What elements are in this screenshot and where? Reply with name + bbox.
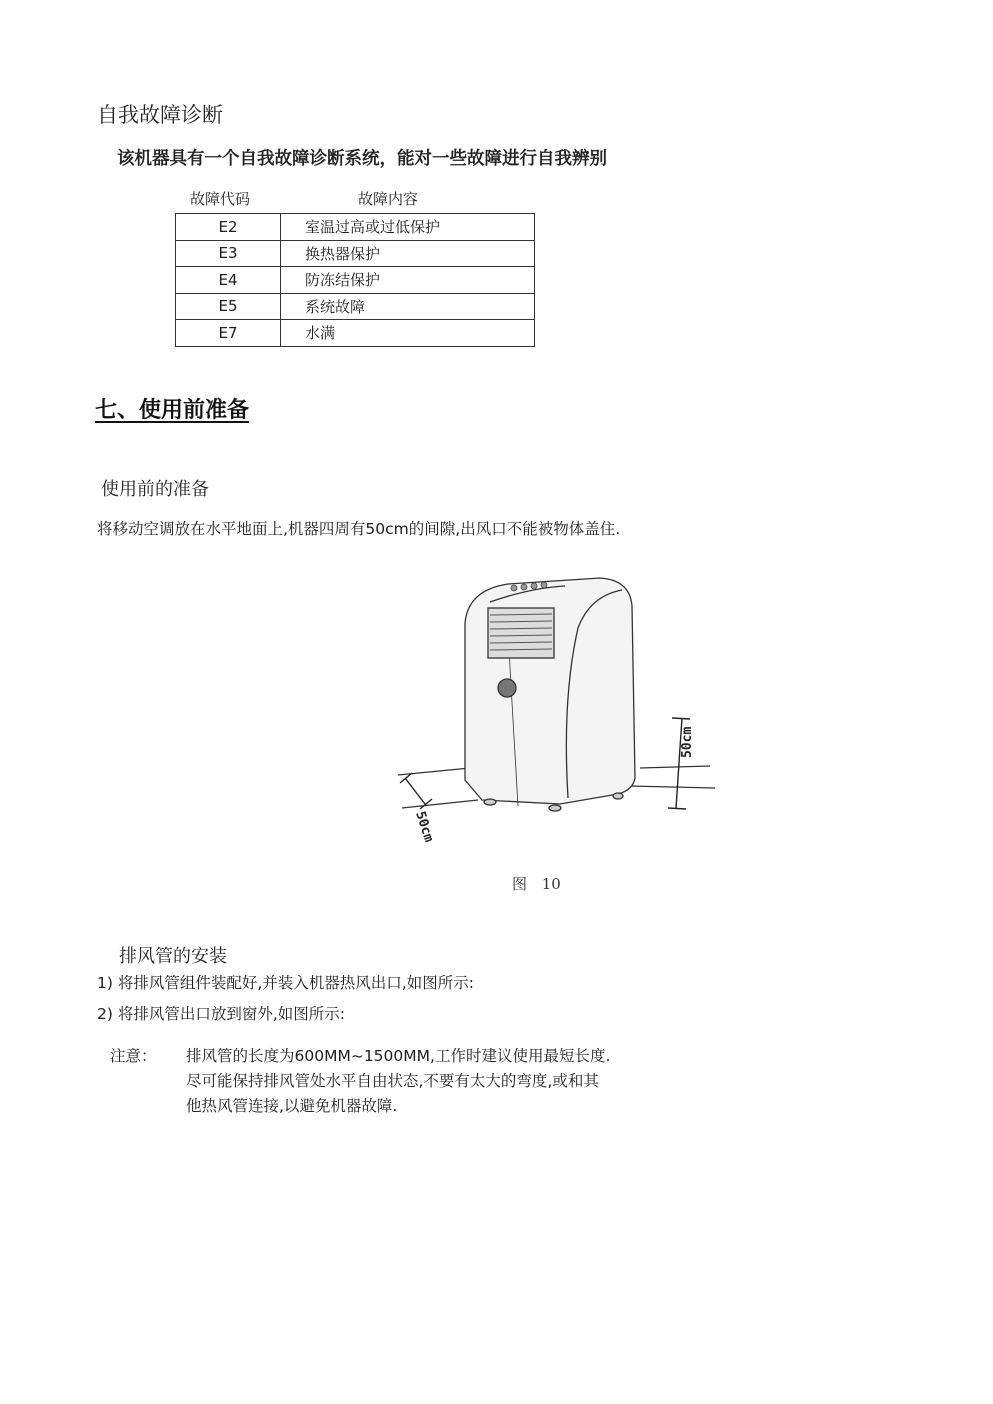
fault-code-table (175, 213, 535, 347)
air-conditioner-clearance-figure (390, 568, 730, 868)
fault-code-cell: E7 (176, 320, 281, 347)
note-line-1: 排风管的长度为600MM~1500MM,工作时建议使用最短长度. (186, 1047, 611, 1065)
fault-code-cell: E4 (176, 267, 281, 294)
fault-desc-cell: 防冻结保护 (281, 267, 535, 294)
install-step-1: 1) 将排风管组件装配好,并装入机器热风出口,如图所示: (97, 974, 474, 992)
note-line-3: 他热风管连接,以避免机器故障. (186, 1097, 398, 1115)
table-row (176, 320, 535, 347)
table-row (176, 240, 535, 267)
dimension-label-side: 50cm (680, 726, 695, 758)
section-7-heading: 七、使用前准备 (95, 397, 250, 423)
note-label: 注意： (110, 1047, 157, 1065)
fault-code-cell: E3 (176, 240, 281, 267)
fault-diagnosis-title: 自我故障诊断 (97, 103, 223, 127)
dimension-front (400, 773, 432, 809)
note-line-2: 尽可能保持排风管处水平自由状态,不要有太大的弯度,或和其 (186, 1072, 599, 1090)
table-row (176, 293, 535, 320)
preparation-text: 将移动空调放在水平地面上,机器四周有50cm的间隙,出风口不能被物体盖住. (97, 520, 621, 538)
portable-ac-unit (465, 578, 635, 811)
exhaust-duct-title: 排风管的安装 (119, 946, 227, 967)
fault-desc-cell: 换热器保护 (281, 240, 535, 267)
column-header-content: 故障内容 (358, 190, 419, 208)
fault-desc-cell: 水满 (281, 320, 535, 347)
dimension-label-front: 50cm (412, 809, 437, 845)
column-header-code: 故障代码 (190, 190, 251, 208)
fault-diagnosis-intro: 该机器具有一个自我故障诊断系统，能对一些故障进行自我辨别 (117, 149, 607, 169)
table-row (176, 214, 535, 241)
table-row (176, 267, 535, 294)
fault-code-cell: E5 (176, 293, 281, 320)
fault-desc-cell: 室温过高或过低保护 (281, 214, 535, 241)
figure-caption: 图 10 (512, 875, 561, 893)
fault-code-cell: E2 (176, 214, 281, 241)
preparation-title: 使用前的准备 (101, 479, 209, 500)
install-step-2: 2) 将排风管出口放到窗外,如图所示: (97, 1005, 345, 1023)
fault-desc-cell: 系统故障 (281, 293, 535, 320)
